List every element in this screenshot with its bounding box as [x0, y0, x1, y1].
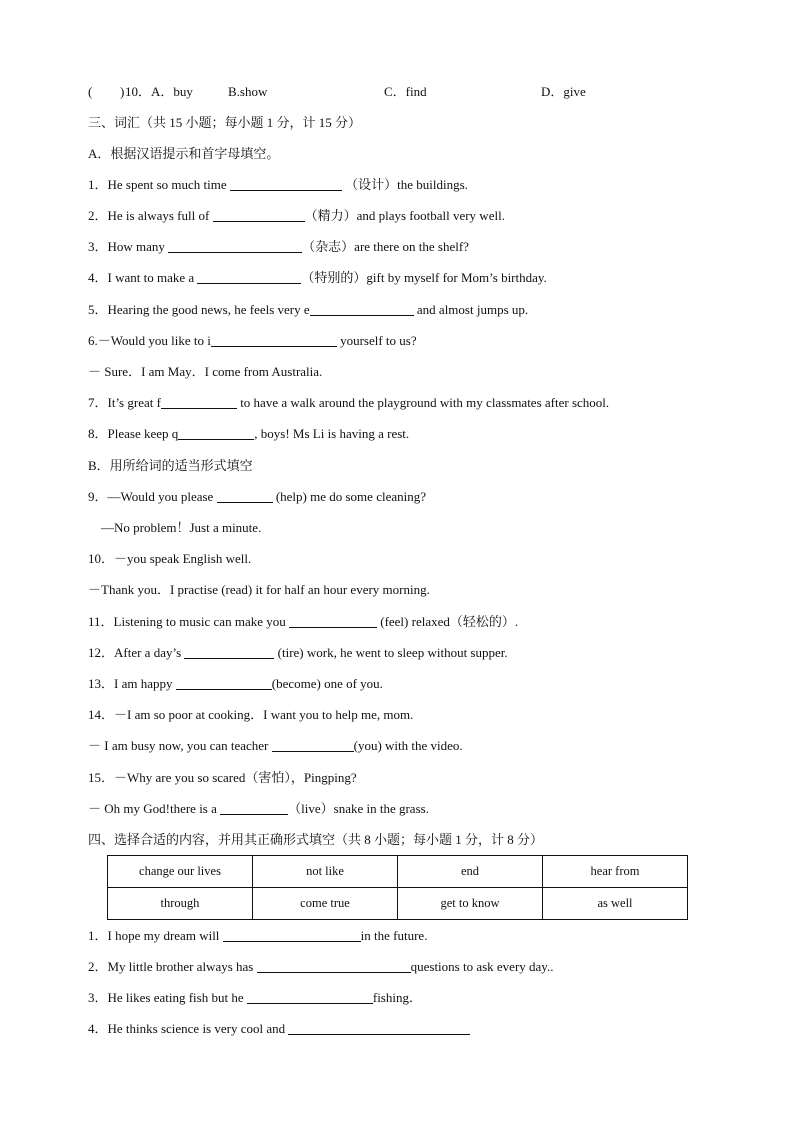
- vocab-item: 11．Listening to music can make you (feel) relaxed（轻松的）.: [88, 614, 519, 629]
- vocab-item: － Oh my God!there is a （live）snake in the grass.: [88, 801, 429, 816]
- q10-option-d: D．give: [541, 84, 586, 99]
- vocab-item: 1．He spent so much time （设计）the buildings.: [88, 177, 468, 192]
- table-row: [108, 888, 688, 920]
- section3-heading: 三、词汇（共 15 小题；每小题 1 分，计 15 分）: [88, 115, 362, 130]
- vocab-item: 9．—Would you please (help) me do some cleaning?: [88, 489, 426, 504]
- vocab-item: 5．Hearing the good news, he feels very e and almost jumps up.: [88, 302, 529, 317]
- word-bank-cell: come true: [253, 888, 398, 920]
- answer-blank[interactable]: [178, 426, 254, 440]
- answer-blank[interactable]: [176, 676, 272, 690]
- word-bank-cell: change our lives: [108, 856, 253, 888]
- answer-blank[interactable]: [220, 801, 288, 815]
- answer-blank[interactable]: [213, 208, 305, 222]
- answer-blank[interactable]: [288, 1021, 470, 1035]
- answer-blank[interactable]: [168, 239, 302, 253]
- word-bank-cell: as well: [543, 888, 688, 920]
- q10-option-a: 10．A．buy: [125, 84, 193, 99]
- vocab-item: 13．I am happy (become) one of you.: [88, 676, 383, 691]
- q10-option-c: C．find: [384, 84, 427, 99]
- vocab-item: － I am busy now, you can teacher (you) with the video.: [88, 738, 463, 753]
- vocab-item: 10．－you speak English well.: [88, 551, 252, 566]
- word-bank-cell: get to know: [398, 888, 543, 920]
- word-bank-cell: not like: [253, 856, 398, 888]
- vocab-item: —No problem！Just a minute.: [88, 520, 262, 535]
- answer-blank[interactable]: [230, 177, 342, 191]
- answer-blank[interactable]: [211, 333, 337, 347]
- answer-blank[interactable]: [223, 928, 361, 942]
- q10-line: [88, 84, 708, 100]
- section4-heading: 四、选择合适的内容，并用其正确形式填空（共 8 小题；每小题 1 分，计 8 分）: [88, 832, 544, 847]
- answer-blank[interactable]: [197, 270, 301, 284]
- vocab-item: 14．－I am so poor at cooking．I want you to help me, mom.: [88, 707, 414, 722]
- vocab-item: 2．He is always full of （精力）and plays football very well.: [88, 208, 505, 223]
- section3-part-a: A．根据汉语提示和首字母填空。: [88, 146, 280, 161]
- word-bank-cell: end: [398, 856, 543, 888]
- answer-blank[interactable]: [272, 738, 354, 752]
- answer-blank[interactable]: [161, 395, 237, 409]
- vocab-item: 7．It’s great f to have a walk around the playground with my classmates after school.: [88, 395, 610, 410]
- q10-paren: (: [88, 84, 93, 99]
- fill-item: 3．He likes eating fish but he fishing．: [88, 990, 422, 1005]
- answer-blank[interactable]: [310, 302, 414, 316]
- table-row: [108, 856, 688, 888]
- answer-blank[interactable]: [184, 645, 274, 659]
- vocab-item: 6.－Would you like to i yourself to us?: [88, 333, 417, 348]
- vocab-item: 4．I want to make a （特别的）gift by myself for Mom’s birthday.: [88, 270, 547, 285]
- fill-item: 4．He thinks science is very cool and: [88, 1021, 470, 1037]
- answer-blank[interactable]: [289, 614, 377, 628]
- fill-item: 1．I hope my dream will in the future.: [88, 928, 428, 943]
- vocab-item: 8．Please keep q , boys! Ms Li is having a rest.: [88, 426, 410, 441]
- answer-blank[interactable]: [217, 489, 273, 503]
- section3-part-b: B．用所给词的适当形式填空: [88, 458, 253, 473]
- word-bank-cell: hear from: [543, 856, 688, 888]
- vocab-item: 3．How many （杂志）are there on the shelf?: [88, 239, 469, 254]
- fill-item: 2．My little brother always has questions to ask every day..: [88, 959, 554, 974]
- vocab-item: － Sure．I am May．I come from Australia.: [88, 364, 323, 379]
- q10-paren-close: ): [120, 84, 125, 99]
- q10-option-b: B.show: [228, 84, 268, 99]
- word-bank-table: [107, 855, 688, 920]
- answer-blank[interactable]: [247, 990, 373, 1004]
- vocab-item: 12．After a day’s (tire) work, he went to sleep without supper.: [88, 645, 508, 660]
- vocab-item: 15．－Why are you so scared（害怕），Pingping?: [88, 770, 357, 785]
- answer-blank[interactable]: [257, 959, 411, 973]
- vocab-item: －Thank you．I practise (read) it for half an hour every morning.: [88, 582, 430, 597]
- word-bank-cell: through: [108, 888, 253, 920]
